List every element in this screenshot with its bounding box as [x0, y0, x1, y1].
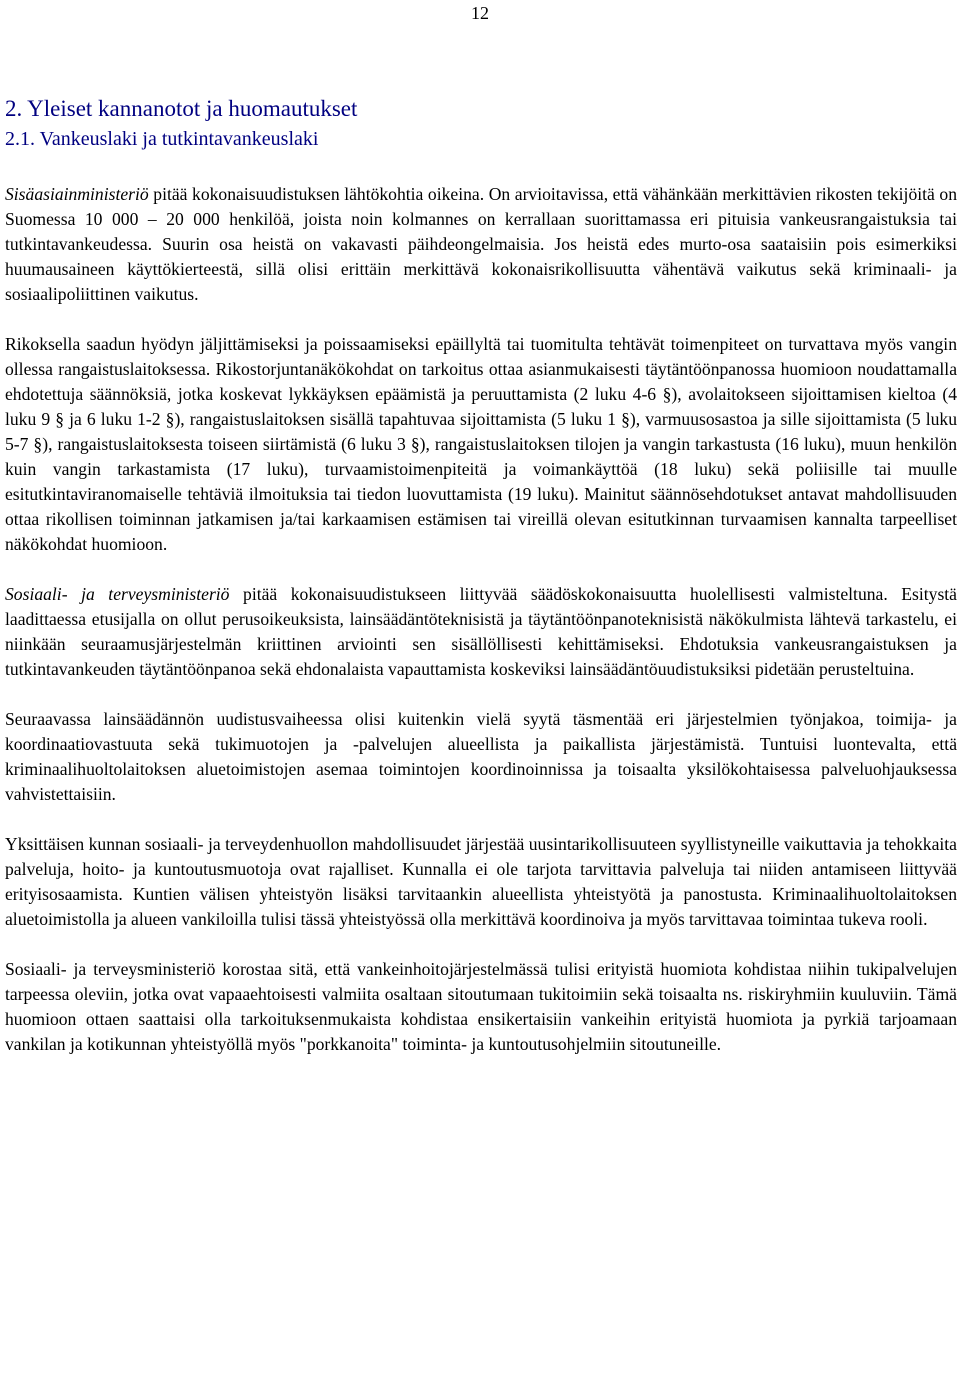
ministry-name: Sisäasiainministeriö	[5, 184, 149, 204]
paragraph-ministry-social-health	[5, 582, 957, 682]
ministry-name: Sosiaali- ja terveysministeriö	[5, 584, 230, 604]
paragraph-municipality	[5, 832, 957, 932]
paragraph-next-reform	[5, 707, 957, 807]
paragraph-crime-proceeds	[5, 332, 957, 557]
page-number: 12	[471, 3, 489, 23]
paragraph-text: pitää kokonaisuudistukseen liittyvää säädöskokonaisuutta huolellisesti valmisteltuna. Esitystä laadittaessa etusijalla on ollut perusoikeuksista, lainsäädäntöteknisistä ja täytäntöönpanoteknisistä näkökulmista lähtevä tarkastelu, ei niinkään seuraamusjärjestelmän kriittinen arviointi sen sisällöllisesti kehittämiseksi. Ehdotuksia vankeusrangaistuksen ja tutkintavankeuden täytäntöönpanoa sekä ehdonalaista vapauttamista koskeviksi lainsäädäntöuudistuksiksi pidetään perusteltuina.	[5, 584, 957, 679]
paragraph-text: Sosiaali- ja terveysministeriö korostaa sitä, että vankeinhoitojärjestelmässä tulisi erityistä huomiota kohdistaa niihin tukipalvelujen tarpeessa oleviin, jotka ovat vapaaehtoisesti valmiita osaltaan sitoutumaan tukitoimiin sekä toisaalta ns. riskiryhmiin kuuluviin. Tämä huomioon ottaen saattaisi olla tarkoituksenmukaista kohdistaa ensikertaisiin vankeihin erityistä huomiota ja pyrkiä tarjoamaan vankilan ja kotikunnan yhteistyöllä myös "porkkanoita" toiminta- ja kuntoutusohjelmiin sitoutuneille.	[5, 959, 957, 1054]
paragraph-text: Yksittäisen kunnan sosiaali- ja terveydenhuollon mahdollisuudet järjestää uusintarikollisuuteen syyllistyneille vaikuttavia ja tehokkaita palveluja, hoito- ja kuntoutusmuotoja ovat rajalliset. Kunnalla ei ole tarjota tarvittavia palveluja tai niiden antamiseen liittyvää erityisosaamista. Kuntien välisen yhteistyön lisäksi tarvitaankin alueellista yhteistyötä ja panostusta. Kriminaalihuoltolaitoksen aluetoimistolla ja alueen vankiloilla tulisi tässä yhteistyössä olla merkittävä koordinoiva ja myös tarvittavaa toimintaa tukeva rooli.	[5, 834, 957, 929]
paragraph-first-time-prisoners	[5, 957, 957, 1057]
section-heading: 2. Yleiset kannanotot ja huomautukset	[5, 96, 358, 121]
paragraph-text: Seuraavassa lainsäädännön uudistusvaiheessa olisi kuitenkin vielä syytä täsmentää eri järjestelmien työnjakoa, toimija- ja koordinaatiovastuuta sekä tukimuotojen ja -palvelujen alueellista ja paikallista järjestämistä. Tuntuisi luontevalta, että kriminaalihuoltolaitoksen aluetoimistojen asemaa toimintojen koordinoinnissa ja toisaalta yksilökohtaisessa palveluohjauksessa vahvistettaisiin.	[5, 709, 957, 804]
paragraph-text: pitää kokonaisuudistuksen lähtökohtia oikeina. On arvioitavissa, että vähänkään merkittävien rikosten tekijöitä on Suomessa 10 000 – 20 000 henkilöä, joista noin kolmannes on kerrallaan suorittamassa eri pituisia vankeusrangaistuksia tai tutkintavankeudessa. Suurin osa heistä on vakavasti päihdeongelmaisia. Jos heistä edes murto-osa saataisiin pois esimerkiksi huumausaineen käyttökierteestä, sillä olisi erittäin merkittävä kokonaisrikollisuutta vähentävä vaikutus sekä kriminaali- ja sosiaalipoliittinen vaikutus.	[5, 184, 957, 304]
paragraph-text: Rikoksella saadun hyödyn jäljittämiseksi ja poissaamiseksi epäillyltä tai tuomitulta tehtävät toimenpiteet on turvattava myös vangin ollessa rangaistuslaitoksessa. Rikostorjuntanäkökohdat on tarkoitus ottaa asianmukaisesti täytäntöönpanossa huomioon noudattamalla ehdotettuja säännöksiä, jotka koskevat lykkäyksen epäämistä ja peruuttamista (2 luku 4-6 §), avolaitokseen sijoittamisen kieltoa (4 luku 9 § ja 6 luku 1-2 §), rangaistuslaitoksen sisällä tapahtuvaa sijoittamista (5 luku 1 §), varmuusosastoa ja sille sijoittamista (5 luku 5-7 §), rangaistuslaitoksesta toiseen siirtämistä (6 luku 3 §), rangaistuslaitoksen tilojen ja vangin tarkastusta (16 luku), muun henkilön kuin vangin tarkastamista (17 luku), turvaamistoimenpiteitä ja voimankäyttöä (18 luku) sekä poliisille tai muulle esitutkintaviranomaiselle tehtäviä ilmoituksia tai tiedon luovuttamista (19 luku). Mainitut säännösehdotukset antavat mahdollisuuden ottaa rikollisen toiminnan jatkamisen ja/tai karkaamisen estämisen tai vireillä olevan esitutkinnan turvaamisen kannalta tarpeelliset näkökohdat huomioon.	[5, 334, 957, 554]
document-body	[5, 94, 957, 1082]
subsection-heading: 2.1. Vankeuslaki ja tutkintavankeuslaki	[5, 128, 319, 150]
paragraph-ministry-interior	[5, 182, 957, 307]
